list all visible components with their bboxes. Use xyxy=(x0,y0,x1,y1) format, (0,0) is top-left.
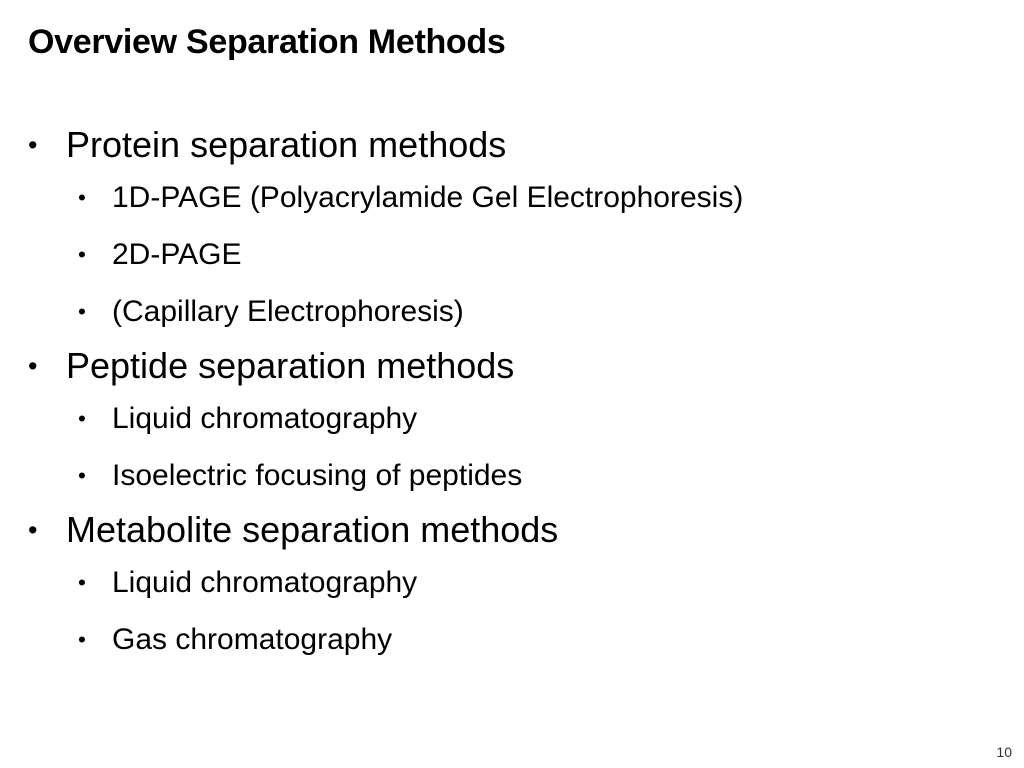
bullet-text: (Capillary Electrophoresis) xyxy=(112,295,464,328)
bullet-text: Liquid chromatography xyxy=(112,566,418,599)
bullet-icon: • xyxy=(78,627,86,652)
bullet-text: 1D-PAGE (Polyacrylamide Gel Electrophoresis) xyxy=(112,181,744,214)
slide-title: Overview Separation Methods xyxy=(28,23,506,61)
bullet-icon: • xyxy=(78,463,86,488)
bullet-text: Peptide separation methods xyxy=(66,345,515,386)
bullet-icon: • xyxy=(78,406,86,431)
bullet-icon: • xyxy=(78,242,86,267)
bullet-icon: • xyxy=(28,130,38,160)
bullet-icon: • xyxy=(28,351,38,381)
bullet-text: Liquid chromatography xyxy=(112,402,418,435)
bullet-text: Isoelectric focusing of peptides xyxy=(112,459,523,492)
bullet-item-peptide-separation xyxy=(28,341,988,391)
page-number: 10 xyxy=(996,744,1012,760)
bullet-item-metabolite-separation xyxy=(28,505,988,555)
sub-bullet-item-capillary-electrophoresis xyxy=(28,291,988,333)
bullet-text: Protein separation methods xyxy=(66,124,507,165)
bullet-icon: • xyxy=(28,515,38,545)
sub-bullet-item-liquid-chromatography xyxy=(28,398,988,440)
sub-bullet-item-1d-page xyxy=(28,177,988,219)
bullet-icon: • xyxy=(78,570,86,595)
bullet-text: Metabolite separation methods xyxy=(66,509,559,550)
bullet-list xyxy=(28,120,988,661)
sub-bullet-item-liquid-chromatography xyxy=(28,562,988,604)
sub-bullet-item-gas-chromatography xyxy=(28,619,988,661)
bullet-text: Gas chromatography xyxy=(112,623,393,656)
sub-bullet-item-2d-page xyxy=(28,234,988,276)
bullet-item-protein-separation xyxy=(28,120,988,170)
bullet-text: 2D-PAGE xyxy=(112,238,242,271)
bullet-icon: • xyxy=(78,185,86,210)
bullet-icon: • xyxy=(78,299,86,324)
sub-bullet-item-isoelectric-focusing xyxy=(28,455,988,497)
